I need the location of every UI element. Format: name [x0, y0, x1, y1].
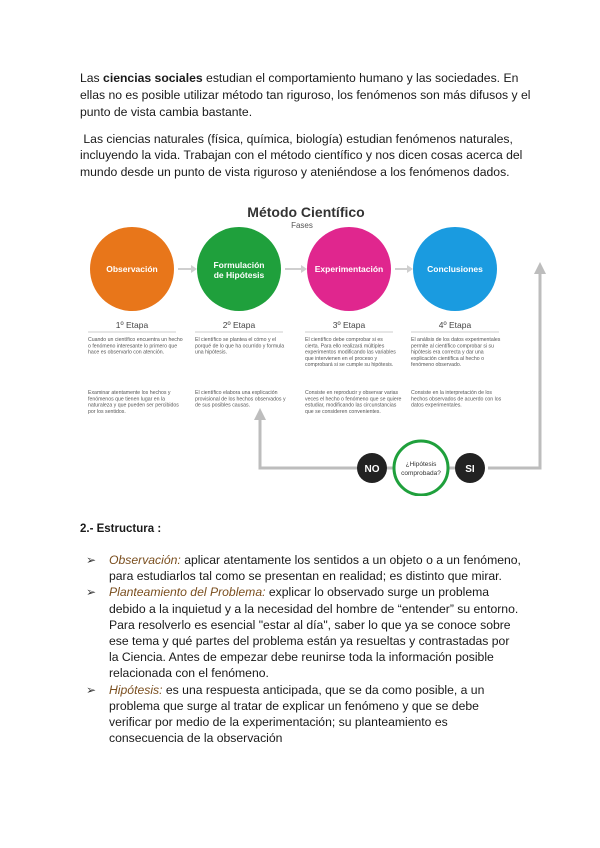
stage-circle-label: Experimentación [314, 264, 384, 274]
stage-desc-1 [88, 337, 183, 356]
stage-desc-2-line: hechos observados de acuerdo con los [411, 396, 502, 403]
bold-social-sciences: ciencias sociales [103, 71, 203, 85]
stage-desc-1-line: una hipótesis. [195, 349, 228, 356]
no-loop-line [260, 418, 358, 468]
stage-desc-1 [195, 337, 284, 356]
stage-desc-2-line: que se consideren convenientes. [305, 408, 381, 415]
section-heading: 2.- Estructura : [80, 523, 162, 535]
stage-desc-2-line: de sus posibles causas. [195, 402, 251, 409]
stage-desc-2-line: por los sentidos. [88, 408, 126, 415]
no-label: NO [364, 464, 380, 475]
question-line-2: comprobada? [401, 470, 441, 477]
stage-circle-label-2: de Hipótesis [213, 270, 265, 280]
stage-desc-2-line: estudiar, modificando las circunstancias [305, 402, 397, 409]
question-line-1: ¿Hipótesis [405, 461, 437, 468]
intro-paragraph-social: Las ciencias sociales estudian el comportamiento humano y las sociedades. En ellas no es posible utilizar método tan riguroso, los fenómenos son más difusos y el punto de vista cambia bastante. [80, 71, 531, 119]
list-item: ➢ Planteamiento del Problema: explicar lo observado surge un problema debido a la inquietud y a la necesidad del hombre de “entender” su entorno. Para resolverlo es esencial "estar al día", saber lo que ya se conoce sobre ese tema y qué partes del problema están ya resueltas y contrastadas por la Ciencia. Antes de empezar debe reunirse toda la información posible relacionada con el fenómeno. [86, 585, 519, 681]
stage-desc-2-line: datos experimentales. [411, 402, 462, 409]
diagram-title: Método Científico [247, 204, 365, 220]
stages-group [88, 227, 502, 415]
stage-circle-label: Conclusiones [427, 264, 483, 274]
no-arrow-head [254, 408, 266, 420]
stage-desc-1-line: El análisis de los datos experimentales [411, 337, 501, 343]
stage-desc-1-line: fenómeno observado. [411, 362, 462, 369]
arrow-bullet-icon: ➢ [86, 682, 97, 697]
term-observacion: Observación: [109, 553, 181, 567]
stage-connector-head [191, 265, 197, 273]
stage-desc-1 [305, 337, 396, 368]
stage-desc-1-line: cierta. Para ello realizará múltiples [305, 343, 385, 350]
stage-desc-2-line: fenómenos que tienen lugar en la [88, 396, 166, 403]
stage-desc-2-line: veces el hecho o fenómeno que se quiere [305, 396, 402, 403]
return-arrow-head [534, 262, 546, 274]
stage-desc-1 [411, 337, 501, 368]
stage-desc-1-line: que intervienen en el proceso y [305, 355, 378, 362]
stage-circle-label: Observación [106, 264, 158, 274]
structure-list [82, 552, 522, 746]
intro-paragraph-natural: incluyendo la vida. Trabajan con el método científico y nos dicen cosas acerca del mundo desde un punto de vista riguroso y ateniéndose a los fenómenos dados. [80, 148, 523, 179]
stage-desc-2-line: Consiste en reproducir y observar varias [305, 390, 399, 396]
stage-etapa-label: 4º Etapa [438, 320, 472, 330]
stage-desc-2 [305, 390, 401, 415]
stage-desc-1-line: hipótesis era correcta y dar una [411, 349, 484, 356]
arrow-bullet-icon: ➢ [86, 585, 97, 600]
return-loop-line [488, 269, 540, 468]
stage-etapa-label: 1º Etapa [115, 320, 149, 330]
arrow-bullet-icon: ➢ [86, 553, 97, 567]
stage-desc-1-line: Cuando un científico encuentra un hecho [88, 337, 183, 343]
diagram-subtitle: Fases [291, 221, 313, 230]
stage-desc-1-line: hace es observarlo con atención. [88, 349, 165, 356]
stage-etapa-label: 3º Etapa [332, 320, 366, 330]
term-planteamiento: Planteamiento del Problema: [109, 585, 266, 600]
stage-etapa-label: 2º Etapa [222, 320, 256, 330]
stage-desc-1-line: El científico debe comprobar si es [305, 337, 383, 343]
list-item: ➢ Hipótesis: es una respuesta anticipada, que se da como posible, a un problema que surge al tratar de explicar un fenómeno y que se debe verificar por medio de la experimentación; su planteamiento es consecuencia de la observación [86, 682, 485, 746]
stage-connector-head [301, 265, 307, 273]
list-item: ➢ Observación: aplicar atentamente los sentidos a un objeto o a un fenómeno, para estudiarlos tal como se presentan en realidad; es distinto que mirar. [86, 553, 521, 584]
stage-desc-1-line: experimentos modificando las variables [305, 349, 396, 356]
stage-desc-2-line: El científico elabora una explicación [195, 390, 278, 396]
stage-desc-1-line: comprobará si se cumple su hipótesis. [305, 362, 394, 369]
stage-desc-2 [88, 390, 179, 415]
stage-desc-2 [195, 390, 286, 409]
question-circle [394, 441, 448, 495]
stage-desc-2-line: Consiste en la interpretación de los [411, 390, 493, 396]
stage-desc-2-line: provisional de los hechos observados y [195, 396, 286, 403]
scientific-method-diagram [88, 196, 550, 496]
stage-connector-head [407, 265, 413, 273]
stage-desc-1-line: o fenómeno interesante lo primero que [88, 343, 178, 350]
term-hipotesis: Hipótesis: [109, 682, 163, 697]
stage-desc-1-line: El científico se plantea el cómo y el [195, 337, 277, 343]
stage-desc-1-line: porqué de lo que ha ocurrido y formula [195, 343, 285, 350]
stage-desc-2-line: Examinar atentamente los hechos y [88, 390, 171, 396]
intro-paragraph-natural-line1: Las ciencias naturales (física, química, biología) estudian fenómenos naturales, [80, 132, 513, 146]
si-label: SI [465, 464, 475, 475]
stage-desc-1-line: permite al científico comprobar si su [411, 343, 495, 350]
stage-desc-2 [411, 390, 502, 409]
stage-desc-2-line: naturaleza y que pueden ser percibidos [88, 402, 179, 409]
stage-desc-1-line: explicación científica al hecho o [411, 355, 484, 362]
stage-circle-label: Formulación [213, 260, 265, 270]
